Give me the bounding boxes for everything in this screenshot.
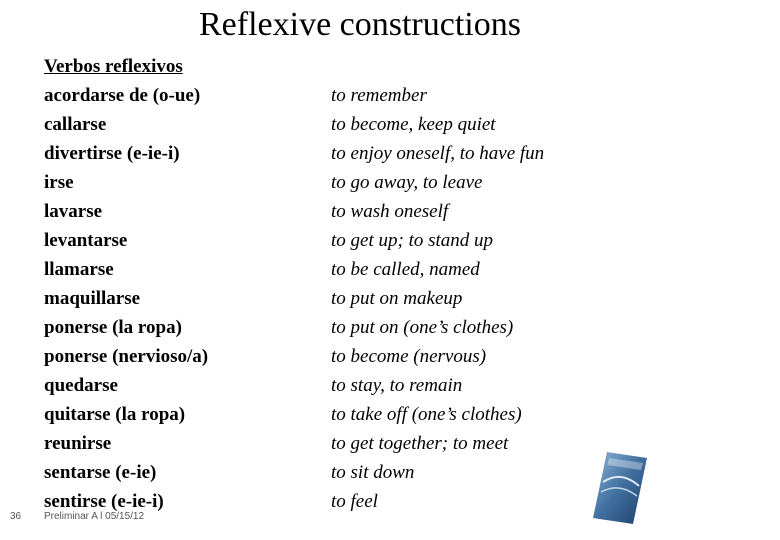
meaning-item: to put on makeup bbox=[331, 288, 463, 309]
verb-item: llamarse bbox=[44, 259, 114, 280]
meaning-item: to feel bbox=[331, 491, 378, 512]
pearson-logo: PEARSON bbox=[664, 507, 780, 532]
slide-title: Reflexive constructions bbox=[199, 6, 521, 43]
verb-item: ponerse (nervioso/a) bbox=[44, 346, 209, 367]
verb-item: reunirse bbox=[44, 433, 112, 454]
footer-text: Preliminar A l 05/15/12 bbox=[44, 511, 145, 522]
meaning-item: to enjoy oneself, to have fun bbox=[331, 143, 545, 164]
meaning-item: to be called, named bbox=[331, 259, 480, 280]
verb-item: acordarse de (o-ue) bbox=[44, 85, 201, 106]
meanings-column bbox=[331, 81, 661, 516]
verb-item: irse bbox=[44, 172, 74, 193]
meaning-item: to take off (one’s clothes) bbox=[331, 404, 522, 425]
meaning-item: to stay, to remain bbox=[331, 375, 463, 396]
verb-item: divertirse (e-ie-i) bbox=[44, 143, 180, 164]
slide-footer bbox=[10, 511, 144, 522]
meaning-item: to get up; to stand up bbox=[331, 230, 494, 251]
verb-item: callarse bbox=[44, 114, 107, 135]
verb-item: quedarse bbox=[44, 375, 118, 396]
verb-item: lavarse bbox=[44, 201, 103, 222]
book-cover-image bbox=[593, 452, 647, 524]
meaning-item: to wash oneself bbox=[331, 201, 449, 222]
verb-item: ponerse (la ropa) bbox=[44, 317, 182, 338]
verb-item: quitarse (la ropa) bbox=[44, 404, 186, 425]
verbs-column bbox=[44, 52, 344, 516]
meaning-item: to become (nervous) bbox=[331, 346, 487, 367]
verb-item: maquillarse bbox=[44, 288, 141, 309]
meaning-item: to put on (one’s clothes) bbox=[331, 317, 514, 338]
verbs-header: Verbos reflexivos bbox=[44, 56, 183, 77]
meaning-item: to go away, to leave bbox=[331, 172, 483, 193]
meaning-item: to remember bbox=[331, 85, 427, 106]
meaning-item: to get together; to meet bbox=[331, 433, 509, 454]
meaning-item: to sit down bbox=[331, 462, 415, 483]
verb-item: sentirse (e-ie-i) bbox=[44, 491, 164, 512]
verb-item: levantarse bbox=[44, 230, 128, 251]
verb-item: sentarse (e-ie) bbox=[44, 462, 157, 483]
page-number: 36 bbox=[10, 511, 22, 522]
meaning-item: to become, keep quiet bbox=[331, 114, 496, 135]
